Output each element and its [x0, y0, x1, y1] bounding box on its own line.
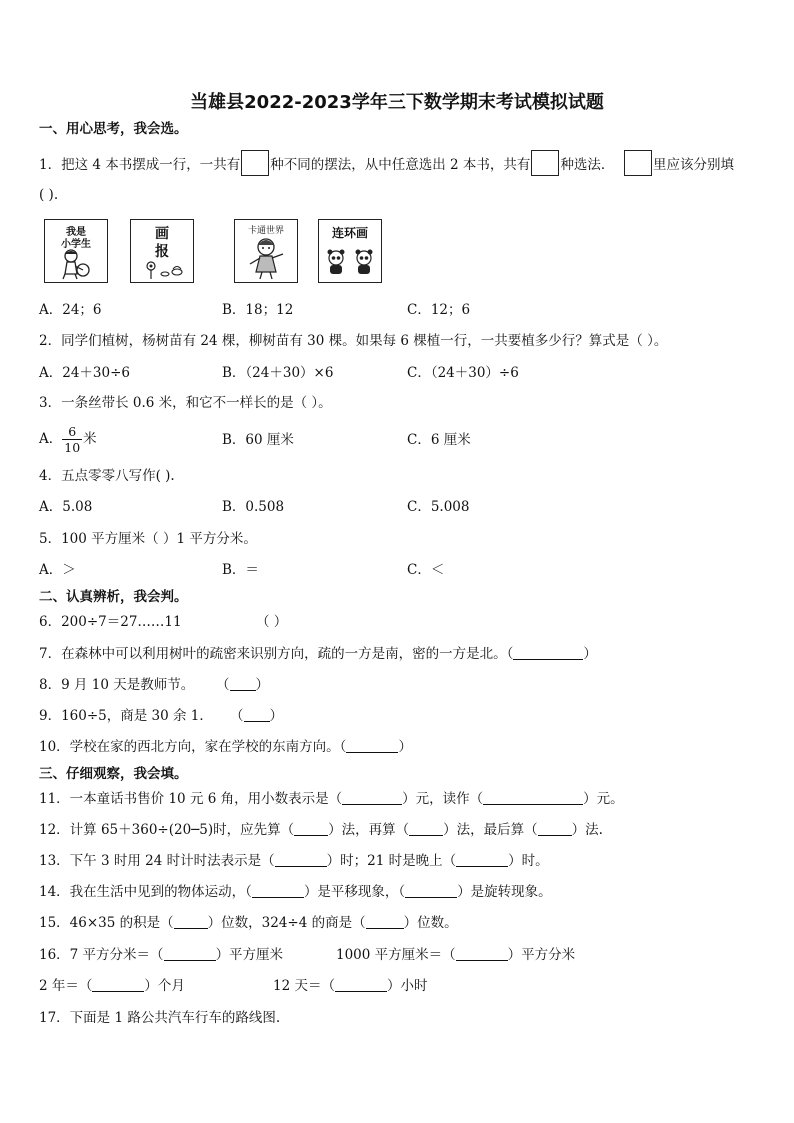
q8-answer[interactable]: [216, 676, 269, 694]
q10-close: ）: [398, 739, 412, 755]
q15-text-3: ）位数。: [403, 915, 458, 931]
q12-blank-3[interactable]: [538, 821, 572, 836]
q1-text-2: 种不同的摆法，从中任意选出 2 本书，共有: [270, 157, 531, 173]
q11-blank-1[interactable]: [342, 790, 402, 805]
q15-text-2: ）位数，324÷4 的商是（: [207, 915, 366, 931]
question-16-line-1a: [39, 946, 283, 964]
q16-blank-b[interactable]: [456, 946, 508, 961]
question-17-text: 17．下面是 1 路公共汽车行车的路线图.: [39, 1010, 281, 1026]
q11-text-1: 11．一本童话书售价 10 元 6 角，用小数表示是（: [39, 791, 343, 807]
book-picture-1: [44, 219, 108, 283]
question-1-line: [39, 150, 734, 176]
q12-blank-1[interactable]: [294, 821, 328, 836]
q11-blank-2[interactable]: [483, 790, 583, 805]
q16-b-text-2: ）平方分米: [507, 947, 576, 963]
q13-text-2: ）时；21 时是晚上（: [326, 853, 457, 869]
question-15-line: [39, 914, 458, 932]
section-heading-1: 一、用心思考，我会选。: [39, 121, 188, 137]
q4-option-b[interactable]: B．0.508: [222, 499, 285, 515]
q9-answer[interactable]: [230, 707, 283, 725]
q14-blank-2[interactable]: [405, 883, 457, 898]
q11-text-3: ）元。: [583, 791, 624, 807]
q13-blank-1[interactable]: [275, 852, 327, 867]
q16-blank-a[interactable]: [164, 946, 216, 961]
fraction: [62, 424, 82, 455]
q4-option-a[interactable]: A．5.08: [39, 499, 93, 515]
q1-text-3: 种选法．: [560, 157, 615, 173]
q7-text: 7．在森林中可以利用树叶的疏密来识别方向，疏的一方是南，密的一方是北。（: [39, 646, 514, 662]
book-3-title: 卡通世界: [247, 226, 284, 236]
q16-blank-c[interactable]: [92, 977, 144, 992]
q15-text-1: 15．46×35 的积是（: [39, 915, 174, 931]
q1-option-a[interactable]: A．24；6: [39, 302, 102, 318]
q1-text-4: 里应该分别填: [653, 157, 735, 173]
q3-option-a[interactable]: [39, 422, 97, 456]
q15-blank-2[interactable]: [366, 914, 404, 929]
q1-paren: ( ).: [39, 187, 59, 203]
q12-text-3: ）法，最后算（: [443, 822, 538, 838]
q14-blank-1[interactable]: [252, 883, 304, 898]
q13-blank-2[interactable]: [456, 852, 508, 867]
fraction-numerator: 6: [62, 424, 82, 440]
q12-text-4: ）法.: [571, 822, 603, 838]
q13-text-3: ）时。: [508, 853, 549, 869]
q12-text-1: 12．计算 65＋360÷(20─5)时，应先算（: [39, 822, 295, 838]
question-5-text: 5．100 平方厘米（ ）1 平方分米。: [39, 531, 257, 547]
panda-illustration-icon: [324, 248, 376, 276]
q16-d-text-2: ）小时: [386, 978, 428, 994]
question-10-line: [39, 738, 412, 756]
question-4-text: 4．五点零零八写作( ).: [39, 468, 175, 484]
q16-c-text-1: 2 年＝（: [39, 978, 93, 994]
q16-c-text-2: ）个月: [144, 978, 185, 994]
question-2-text: 2．同学们植树，杨树苗有 24 棵，柳树苗有 30 棵。如果每 6 棵植一行，一共要植多少行？算式是（ ）。: [39, 333, 668, 349]
question-14-line: [39, 883, 552, 901]
question-16-line-2a: [39, 977, 185, 995]
q12-blank-2[interactable]: [409, 821, 443, 836]
answer-box-3[interactable]: [624, 150, 652, 176]
question-12-line: [39, 821, 603, 839]
q5-option-c[interactable]: C．＜: [407, 562, 445, 578]
book-picture-3: [234, 219, 298, 283]
fraction-denominator: 10: [64, 440, 81, 455]
book-1-title-line2: 小学生: [61, 239, 91, 250]
page-title: 当雄县2022-2023学年三下数学期末考试模拟试题: [190, 92, 604, 113]
q1-text-1: 1．把这 4 本书摆成一行，一共有: [39, 157, 241, 173]
question-7-line: [39, 645, 597, 663]
answer-box-2[interactable]: [531, 150, 559, 176]
q16-a-text-2: ）平方厘米: [215, 947, 284, 963]
student-illustration-icon: [57, 248, 95, 280]
book-picture-4: [318, 219, 382, 283]
q6-answer-paren[interactable]: [256, 613, 287, 631]
q3-option-b[interactable]: B．60 厘米: [222, 432, 294, 448]
q7-answer-blank[interactable]: [513, 645, 583, 660]
q16-d-text-1: 12 天＝（: [273, 978, 335, 994]
section-heading-2: 二、认真辨析，我会判。: [39, 589, 188, 605]
q14-text-2: ）是平移现象，（: [303, 884, 406, 900]
q11-text-2: ）元，读作（: [402, 791, 484, 807]
q5-option-b[interactable]: B．＝: [222, 562, 259, 578]
question-8-text: 8．9 月 10 天是教师节。: [39, 677, 195, 693]
q3-option-a-unit: 米: [83, 431, 97, 447]
question-16-line-1b: [336, 946, 575, 964]
q1-option-c[interactable]: C．12；6: [407, 302, 471, 318]
question-11-line: [39, 790, 624, 808]
q6-paren-text: （ ）: [256, 614, 288, 630]
question-6-text: 6．200÷7＝27……11: [39, 614, 182, 630]
question-13-line: [39, 852, 549, 870]
q8-open: （: [216, 677, 230, 693]
q5-option-a[interactable]: A．＞: [39, 562, 76, 578]
flower-illustration-icon: [141, 260, 185, 280]
q10-answer-blank[interactable]: [346, 738, 398, 753]
q9-answer-blank[interactable]: [244, 707, 270, 722]
q9-close: ）: [269, 708, 283, 724]
answer-box-1[interactable]: [241, 150, 269, 176]
q14-text-3: ）是旋转现象。: [457, 884, 552, 900]
question-9-text: 9．160÷5，商是 30 余 1．: [39, 708, 213, 724]
cartoon-girl-icon: [245, 236, 287, 280]
q2-option-c[interactable]: C．（24＋30）÷6: [407, 365, 519, 381]
question-16-line-2b: [273, 977, 427, 995]
q16-blank-d[interactable]: [335, 977, 387, 992]
q8-close: ）: [255, 677, 269, 693]
q9-open: （: [230, 708, 244, 724]
book-picture-2: [130, 219, 194, 283]
q1-option-b[interactable]: B．18；12: [222, 302, 294, 318]
q13-text-1: 13．下午 3 时用 24 时计时法表示是（: [39, 853, 275, 869]
q3-option-c[interactable]: C．6 厘米: [407, 432, 471, 448]
section-heading-3: 三、仔细观察，我会填。: [39, 766, 188, 782]
q15-blank-1[interactable]: [174, 914, 208, 929]
book-2-title-line1: 画: [155, 226, 169, 242]
q16-a-text-1: 16．7 平方分米＝（: [39, 947, 164, 963]
book-1-title-line1: 我是: [66, 227, 86, 238]
q2-option-b[interactable]: B．（24＋30）×6: [222, 365, 334, 381]
q10-text: 10．学校在家的西北方向，家在学校的东南方向。（: [39, 739, 347, 755]
q16-b-text-1: 1000 平方厘米＝（: [336, 947, 456, 963]
q8-answer-blank[interactable]: [230, 676, 256, 691]
q4-option-c[interactable]: C．5.008: [407, 499, 470, 515]
question-3-text: 3．一条丝带长 0.6 米，和它不一样长的是（ ）。: [39, 395, 332, 411]
book-4-title: 连环画: [331, 226, 368, 240]
q3-option-a-prefix: A．: [39, 431, 63, 447]
q14-text-1: 14．我在生活中见到的物体运动，（: [39, 884, 252, 900]
book-2-title-line2: 报: [155, 244, 169, 260]
q12-text-2: ）法，再算（: [328, 822, 410, 838]
q7-close: ）: [583, 646, 597, 662]
q2-option-a[interactable]: A．24＋30÷6: [39, 365, 131, 381]
